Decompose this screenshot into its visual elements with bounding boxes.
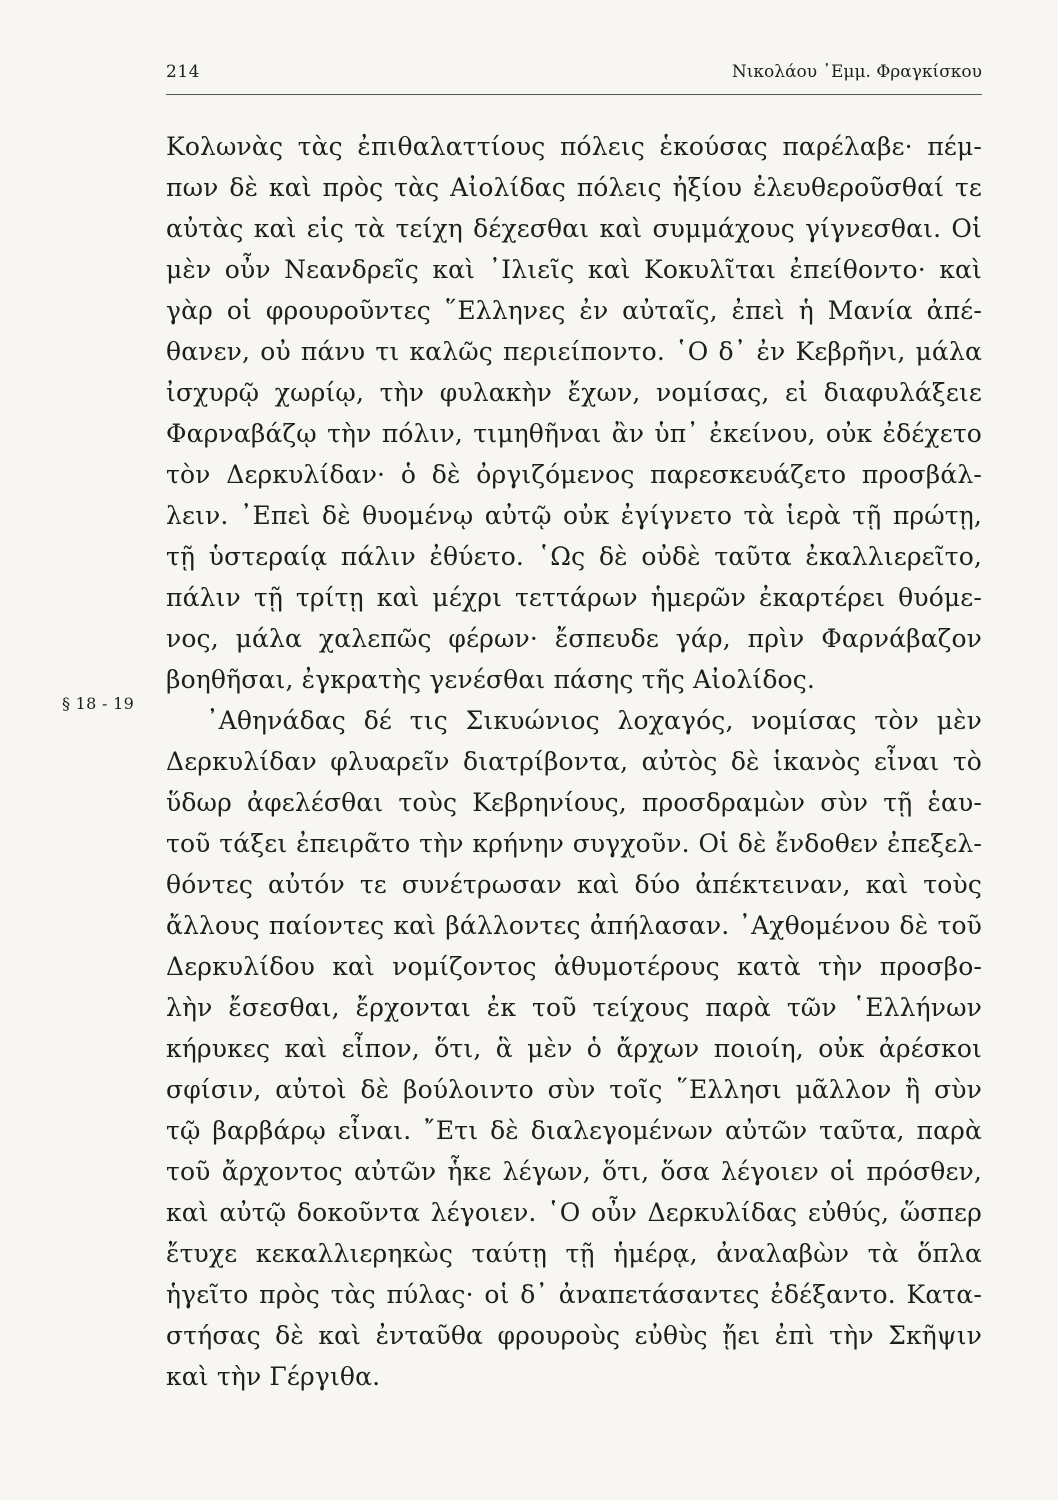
text-line: θόντες αὐτόν τε συνέτρωσαν καὶ δύο ἀπέκτειναν, καὶ τοὺς xyxy=(166,870,982,899)
text-line: τῇ ὑστεραίᾳ πάλιν ἐθύετο. ῾Ως δὲ οὐδὲ ταῦτα ἐκαλλιερεῖτο, xyxy=(166,542,982,571)
text-line: στήσας δὲ καὶ ἐνταῦθα φρουροὺς εὐθὺς ᾔει ἐπὶ τὴν Σκῆψιν xyxy=(166,1321,982,1350)
text-line: βοηθῆσαι, ἐγκρατὴς γενέσθαι πάσης τῆς Αἰολίδος. xyxy=(166,665,815,694)
text-line: καὶ τὴν Γέργιθα. xyxy=(166,1362,381,1391)
text-line: ὕδωρ ἀφελέσθαι τοὺς Κεβρηνίους, προσδραμὼν σὺν τῇ ἑαυ- xyxy=(166,788,982,817)
text-line: μὲν οὖν Νεανδρεῖς καὶ ᾿Ιλιεῖς καὶ Κοκυλῖται ἐπείθοντο· καὶ xyxy=(166,255,982,284)
text-line: γὰρ οἱ φρουροῦντες ῞Ελληνες ἐν αὐταῖς, ἐπεὶ ἡ Μανία ἀπέ- xyxy=(166,296,982,325)
text-line: νος, μάλα χαλεπῶς φέρων· ἔσπευδε γάρ, πρὶν Φαρνάβαζον xyxy=(166,624,982,653)
text-line: ἔτυχε κεκαλλιερηκὼς ταύτῃ τῇ ἡμέρᾳ, ἀναλαβὼν τὰ ὅπλα xyxy=(166,1239,982,1268)
text-line: αὐτὰς καὶ εἰς τὰ τείχη δέχεσθαι καὶ συμμάχους γίγνεσθαι. Οἱ xyxy=(166,214,982,243)
text-line: ᾿Αθηνάδας δέ τις Σικυώνιος λοχαγός, νομίσας τὸν μὲν xyxy=(206,706,982,735)
text-line: τοῦ ἄρχοντος αὐτῶν ἧκε λέγων, ὅτι, ὅσα λέγοιεν οἱ πρόσθεν, xyxy=(166,1157,982,1186)
text-line: ἰσχυρῷ χωρίῳ, τὴν φυλακὴν ἔχων, νομίσας, εἰ διαφυλάξειε xyxy=(166,378,982,407)
text-line: ἄλλους παίοντες καὶ βάλλοντες ἀπήλασαν. ᾿Αχθομένου δὲ τοῦ xyxy=(166,911,982,940)
text-line: πάλιν τῇ τρίτῃ καὶ μέχρι τεττάρων ἡμερῶν ἐκαρτέρει θυόμε- xyxy=(166,583,982,612)
text-line: λὴν ἔσεσθαι, ἔρχονται ἐκ τοῦ τείχους παρὰ τῶν ῾Ελλήνων xyxy=(166,993,982,1022)
running-title: Νικολάου ᾿Εμμ. Φραγκίσκου xyxy=(731,62,982,82)
text-line: τοῦ τάξει ἐπειρᾶτο τὴν κρήνην συγχοῦν. Οἱ δὲ ἔνδοθεν ἐπεξελ- xyxy=(166,829,982,858)
page-number: 214 xyxy=(166,62,200,82)
text-line: Κολωνὰς τὰς ἐπιθαλαττίους πόλεις ἑκούσας παρέλαβε· πέμ- xyxy=(166,132,982,161)
text-line: ἡγεῖτο πρὸς τὰς πύλας· οἱ δ᾿ ἀναπετάσαντες ἐδέξαντο. Κατα- xyxy=(166,1280,982,1309)
text-line: Δερκυλίδαν φλυαρεῖν διατρίβοντα, αὐτὸς δὲ ἱκανὸς εἶναι τὸ xyxy=(166,747,982,776)
body-text xyxy=(166,126,996,1397)
text-line: τῷ βαρβάρῳ εἶναι. ῎Ετι δὲ διαλεγομένων αὐτῶν ταῦτα, παρὰ xyxy=(166,1116,982,1145)
text-line: Φαρναβάζῳ τὴν πόλιν, τιμηθῆναι ἂν ὑπ᾿ ἐκείνου, οὐκ ἐδέχετο xyxy=(166,419,982,448)
header-rule xyxy=(166,94,982,95)
text-line: τὸν Δερκυλίδαν· ὁ δὲ ὀργιζόμενος παρεσκευάζετο προσβάλ- xyxy=(166,460,982,489)
text-line: κήρυκες καὶ εἶπον, ὅτι, ἃ μὲν ὁ ἄρχων ποιοίη, οὐκ ἀρέσκοι xyxy=(166,1034,982,1063)
page-header xyxy=(166,62,982,92)
text-line: θανεν, οὐ πάνυ τι καλῶς περιείποντο. ῾Ο δ᾿ ἐν Κεβρῆνι, μάλα xyxy=(166,337,982,366)
text-line: λειν. ᾿Επεὶ δὲ θυομένῳ αὐτῷ οὐκ ἐγίγνετο τὰ ἱερὰ τῇ πρώτῃ, xyxy=(166,501,982,530)
text-line: πων δὲ καὶ πρὸς τὰς Αἰολίδας πόλεις ἠξίου ἐλευθεροῦσθαί τε xyxy=(166,173,982,202)
text-line: σφίσιν, αὐτοὶ δὲ βούλοιντο σὺν τοῖς ῞Ελλησι μᾶλλον ἢ σὺν xyxy=(166,1075,982,1104)
text-line: καὶ αὐτῷ δοκοῦντα λέγοιεν. ῾Ο οὖν Δερκυλίδας εὐθύς, ὥσπερ xyxy=(166,1198,982,1227)
section-marginal-note: § 18 - 19 xyxy=(62,694,135,713)
text-line: Δερκυλίδου καὶ νομίζοντος ἀθυμοτέρους κατὰ τὴν προσβο- xyxy=(166,952,982,981)
